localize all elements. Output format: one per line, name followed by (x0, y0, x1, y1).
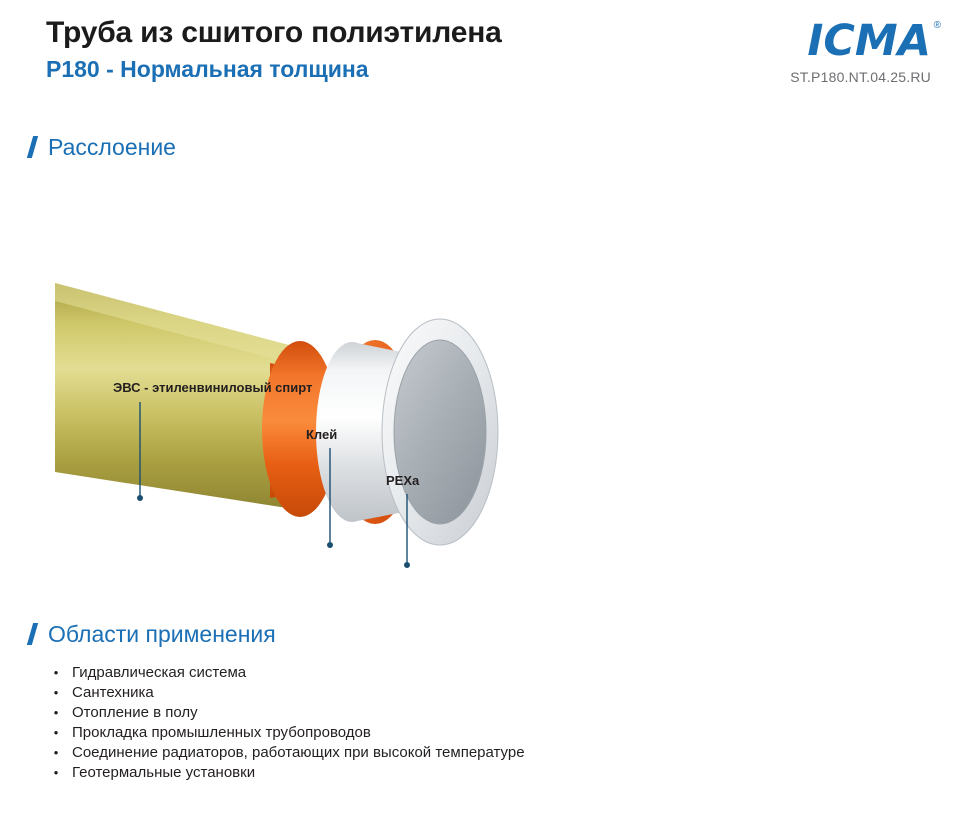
bullet-icon: • (53, 685, 59, 700)
list-item-label: Прокладка промышленных трубопроводов (72, 724, 371, 741)
list-item (40, 723, 840, 742)
page-header (0, 0, 967, 105)
list-item (40, 663, 840, 682)
callout-label-pexa: PEXa (386, 473, 420, 488)
brand-logo-text: ICMA (807, 16, 931, 66)
section-heading-delamination (26, 133, 176, 161)
pipe-cutaway-figure (0, 180, 967, 600)
page-subtitle: P180 - Нормальная толщина (46, 56, 369, 82)
list-item-label: Отопление в полу (72, 704, 198, 721)
bullet-icon: • (53, 665, 59, 680)
product-code: ST.P180.NT.04.25.RU (790, 69, 931, 85)
bullet-icon: • (53, 725, 59, 740)
section-title-applications: Области применения (48, 621, 276, 647)
callout-label-glue: Клей (306, 427, 338, 442)
list-item (40, 763, 840, 782)
bullet-icon: • (53, 765, 59, 780)
section-heading-applications (26, 620, 276, 648)
callout-label-evoh: ЭВС - этиленвиниловый спирт (113, 380, 313, 395)
applications-list (40, 663, 840, 783)
page-title: Труба из сшитого полиэтилена (46, 16, 502, 49)
bullet-icon: • (53, 705, 59, 720)
slash-icon (26, 623, 40, 645)
list-item-label: Геотермальные установки (72, 764, 256, 781)
logo-wrap (807, 16, 941, 66)
list-item (40, 703, 840, 722)
registered-trademark-icon: ® (933, 20, 941, 31)
title-block (46, 14, 502, 84)
brand-logo-block (790, 16, 941, 85)
list-item-label: Соединение радиаторов, работающих при высокой температуре (72, 744, 525, 761)
list-item (40, 683, 840, 702)
list-item-label: Сантехника (72, 684, 154, 701)
list-item (40, 743, 840, 762)
bullet-icon: • (53, 745, 59, 760)
list-item-label: Гидравлическая система (72, 664, 247, 681)
section-title-delamination: Расслоение (48, 134, 176, 160)
slash-icon (26, 136, 40, 158)
